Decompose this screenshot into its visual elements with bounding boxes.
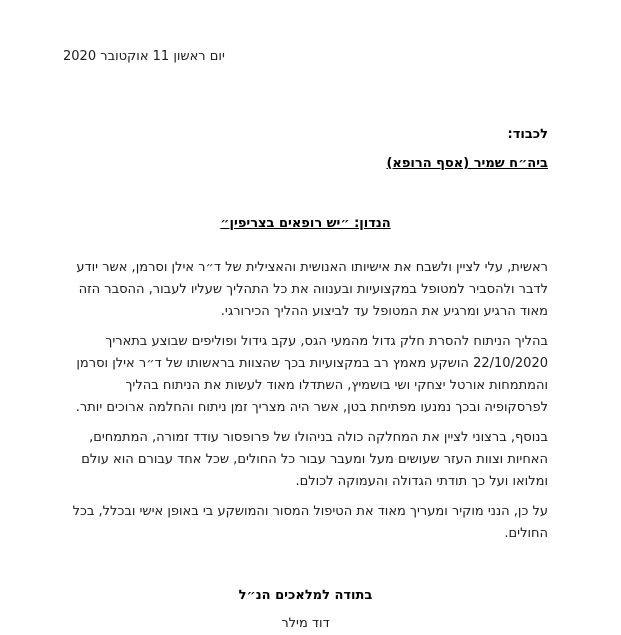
subject-line: הנדון: ״יש רופאים בצריפין״: [220, 216, 391, 231]
closing-thanks: בתודה למלאכים הנ״ל: [238, 588, 373, 603]
recipient-name: ביה״ח שמיר (אסף הרופא): [386, 156, 548, 171]
closing-block: [63, 585, 548, 635]
body-paragraph-2: בהליך הניתוח להסרת חלק גדול מהמעי הגס, עקב גידול ופוליפים שבוצע בתאריך 22/10/2020 הושקע מאמץ רב במקצועיות בכך שהצוות בראשותו של ד״ר אילן וסרמן והמתמחות אורטל יצחקי ושי בושמיץ, השתדלו מאוד לעשות את הניתוח בהליך לפרסקופיה ובכך נמנעו מפתיחת בטן, אשר היה מצריך זמן ניתוח והחלמה ארוכים יותר.: [75, 334, 548, 415]
recipient-block: [63, 124, 548, 175]
body-paragraph-3: בנוסף, ברצוני לציין את המחלקה כולה בניהולו של פרופסור עודד זמורה, המתמחים, האחיות וצוות העזר שעושים מעל ומעבר עבור כל החולים, שכל אחד עבורם הוא עולם ומלואו ועל כך תודתי הגדולה והעמוקה לכולם.: [81, 430, 548, 489]
body-paragraph-4: על כן, הנני מוקיר ומעריך מאוד את הטיפול המסור והמושקע בי באופן אישי ובכלל, בכל החולים.: [72, 504, 548, 541]
letter-date: יום ראשון 11 אוקטובר 2020: [63, 49, 225, 64]
signature-name: דוד מילר: [281, 616, 330, 631]
body-paragraph-1: ראשית, עלי לציין ולשבח את אישיותו האנושית והאצילית של ד״ר אילן וסרמן, אשר יודע לדבר ולהסביר למטופל במקצועיות ובענווה את כל התהליך שעליו לעבור, ההסבר הזה מאוד הרגיע ומרגיע את המטופל עד לביצוע ההליך הכירורגי.: [76, 260, 548, 319]
recipient-salutation: לכבוד:: [507, 127, 548, 142]
